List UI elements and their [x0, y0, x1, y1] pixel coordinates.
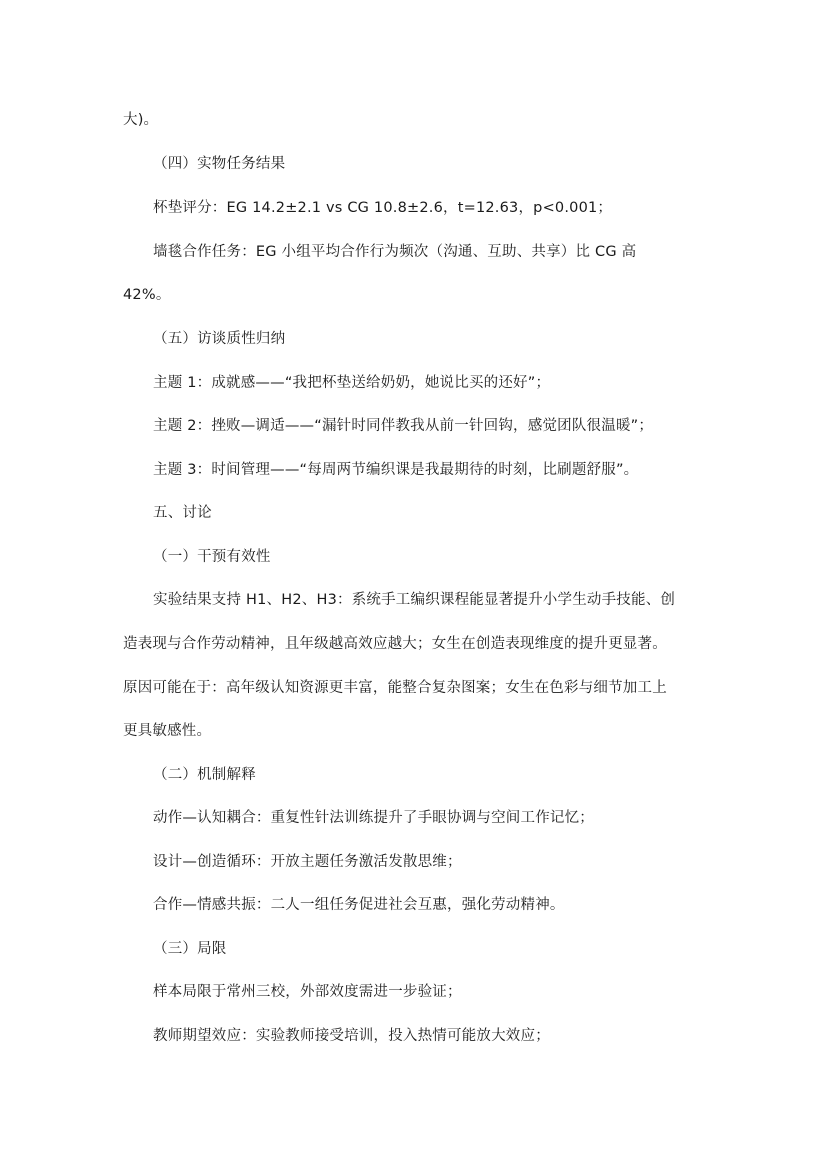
subsection-heading-limitations: （三）局限	[153, 941, 227, 957]
mechanism-line-3: 合作—情感共振：二人一组任务促进社会互惠，强化劳动精神。	[153, 897, 565, 913]
theme-2-line: 主题 2：挫败—调适——“漏针时同伴教我从前一针回钩，感觉团队很温暖”；	[153, 418, 654, 434]
paragraph-line: 造表现与合作劳动精神，且年级越高效应越大；女生在创造表现维度的提升更显著。	[123, 636, 667, 652]
tapestry-task-line-cont: 42%。	[123, 287, 171, 303]
theme-3-line: 主题 3：时间管理——“每周两节编织课是我最期待的时刻，比刷题舒服”。	[153, 462, 639, 478]
mechanism-line-2: 设计—创造循环：开放主题任务激活发散思维；	[153, 854, 462, 870]
mechanism-line-1: 动作—认知耦合：重复性针法训练提升了手眼协调与空间工作记忆；	[153, 810, 594, 826]
theme-1-line: 主题 1：成就感——“我把杯垫送给奶奶，她说比买的还好”；	[153, 375, 551, 391]
tapestry-task-line: 墙毯合作任务：EG 小组平均合作行为频次（沟通、互助、共享）比 CG 高	[153, 244, 637, 260]
subsection-heading-4: （四）实物任务结果	[153, 156, 286, 172]
paragraph-line: 原因可能在于：高年级认知资源更丰富，能整合复杂图案；女生在色彩与细节加工上	[123, 680, 667, 696]
coaster-score-line: 杯垫评分：EG 14.2±2.1 vs CG 10.8±2.6，t=12.63，p<0.001；	[153, 200, 613, 216]
subsection-heading-effectiveness: （一）干预有效性	[153, 549, 271, 565]
paragraph-line: 更具敏感性。	[123, 723, 212, 739]
limitation-line-1: 样本局限于常州三校，外部效度需进一步验证；	[153, 984, 462, 1000]
subsection-heading-5: （五）访谈质性归纳	[153, 331, 286, 347]
paragraph-line: 实验结果支持 H1、H2、H3：系统手工编织课程能显著提升小学生动手技能、创	[153, 592, 676, 608]
paragraph-continuation: 大)。	[123, 112, 159, 128]
section-heading-discussion: 五、讨论	[153, 505, 212, 521]
limitation-line-2: 教师期望效应：实验教师接受培训，投入热情可能放大效应；	[153, 1028, 550, 1044]
subsection-heading-mechanism: （二）机制解释	[153, 767, 256, 783]
